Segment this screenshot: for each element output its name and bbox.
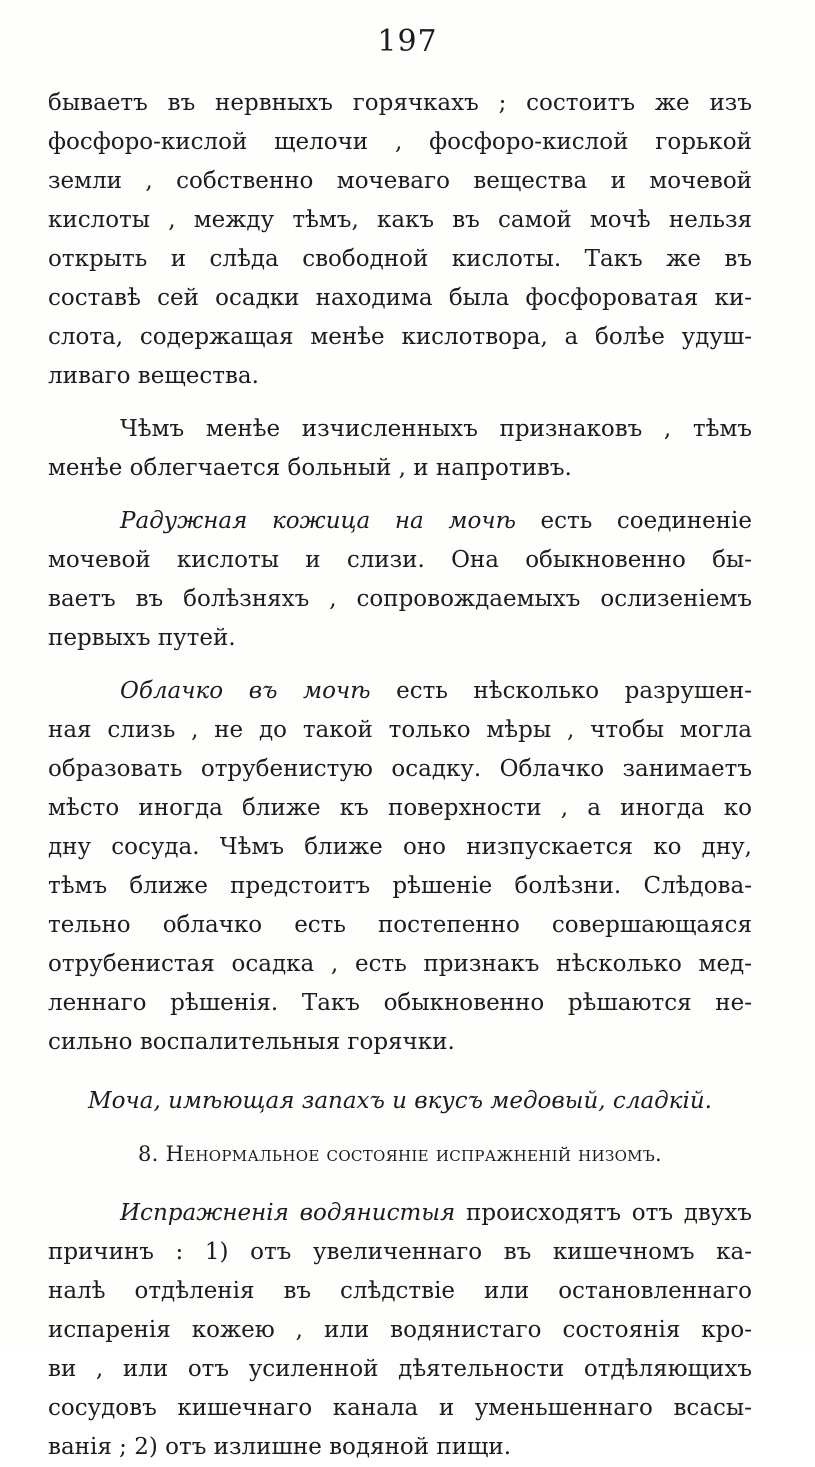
text-run: есть нѣсколько разрушен- xyxy=(370,678,752,704)
text-line: образовать отрубенистую осадку. Облачко занимаетъ xyxy=(48,756,752,782)
text-line xyxy=(48,1194,752,1233)
text-line: Чѣмъ менѣе изчисленныхъ признаковъ , тѣмъ xyxy=(120,416,752,442)
text-line: налѣ отдѣленiя въ слѣдствiе или остановленнаго xyxy=(48,1278,752,1304)
paragraph-continuation xyxy=(48,84,752,396)
subheading: Моча, имѣющая запахъ и вкусъ медовый, сладкiй. xyxy=(88,1088,712,1114)
section-number: 8. xyxy=(137,1142,159,1166)
text-line: леннаго рѣшенiя. Такъ обыкновенно рѣшаются не- xyxy=(48,990,752,1016)
text-line: первыхъ путей. xyxy=(48,625,236,651)
paragraph-watery-stools xyxy=(48,1194,752,1467)
paragraph-rainbow-film xyxy=(48,502,752,658)
page-text xyxy=(48,84,752,1467)
text-line: земли , собственно мочеваго вещества и мочевой xyxy=(48,168,752,194)
text-line: сосудовъ кишечнаго канала и уменьшеннаго всасы- xyxy=(48,1395,752,1421)
text-line: тельно облачко есть постепенно совершающаяся xyxy=(48,912,752,938)
text-line xyxy=(48,502,752,541)
text-line: ливаго вещества. xyxy=(48,363,259,389)
text-line: кислоты , между тѣмъ, какъ въ самой мочѣ нельзя xyxy=(48,207,752,233)
text-line: мочевой кислоты и слизи. Она обыкновенно бы- xyxy=(48,547,752,573)
text-line: ви , или отъ усиленной дѣятельности отдѣляющихъ xyxy=(48,1356,752,1382)
text-line: слота, содержащая менѣе кислотвора, а болѣе удуш- xyxy=(48,324,752,350)
text-line: фосфоро-кислой щелочи , фосфоро-кислой горькой xyxy=(48,129,752,155)
paragraph xyxy=(48,410,752,488)
text-line: отрубенистая осадка , есть признакъ нѣсколько мед- xyxy=(48,951,752,977)
paragraph-cloud xyxy=(48,672,752,1062)
text-line: дну сосуда. Чѣмъ ближе оно низпускается ко дну, xyxy=(48,834,752,860)
text-line xyxy=(48,672,752,711)
term-italic: Радужная кожица на мочѣ xyxy=(120,508,516,534)
text-line: открыть и слѣда свободной кислоты. Такъ же въ xyxy=(48,246,752,272)
text-line: тѣмъ ближе предстоитъ рѣшенiе болѣзни. Слѣдова- xyxy=(48,873,752,899)
term-italic: Испражненiя водянистыя xyxy=(120,1200,456,1226)
text-line: ваетъ въ болѣзняхъ , сопровождаемыхъ ослизенiемъ xyxy=(48,586,752,612)
text-line: ванiя ; 2) отъ излишне водяной пищи. xyxy=(48,1434,512,1460)
text-run: есть соединенiе xyxy=(515,508,752,534)
text-line: испаренiя кожею , или водянистаго состоянiя кро- xyxy=(48,1317,752,1343)
text-line: бываетъ въ нервныхъ горячкахъ ; состоитъ же изъ xyxy=(48,90,752,116)
text-line: сильно воспалительныя горячки. xyxy=(48,1029,455,1055)
text-line: менѣе облегчается больный , и напротивъ. xyxy=(48,455,572,481)
section-title: Ненормальное состоянiе испражненiй низомъ. xyxy=(165,1142,663,1166)
text-line: причинъ : 1) отъ увеличеннаго въ кишечномъ ка- xyxy=(48,1239,752,1265)
page-number: 197 xyxy=(377,24,438,59)
term-italic: Облачко въ мочѣ xyxy=(120,678,371,704)
text-line: мѣсто иногда ближе къ поверхности , а иногда ко xyxy=(48,795,752,821)
section-heading xyxy=(48,1135,752,1174)
text-line: ная слизь , не до такой только мѣры , чтобы могла xyxy=(48,717,752,743)
text-run: происходятъ отъ двухъ xyxy=(455,1200,752,1226)
text-line: составѣ сей осадки находима была фосфороватая ки- xyxy=(48,285,752,311)
